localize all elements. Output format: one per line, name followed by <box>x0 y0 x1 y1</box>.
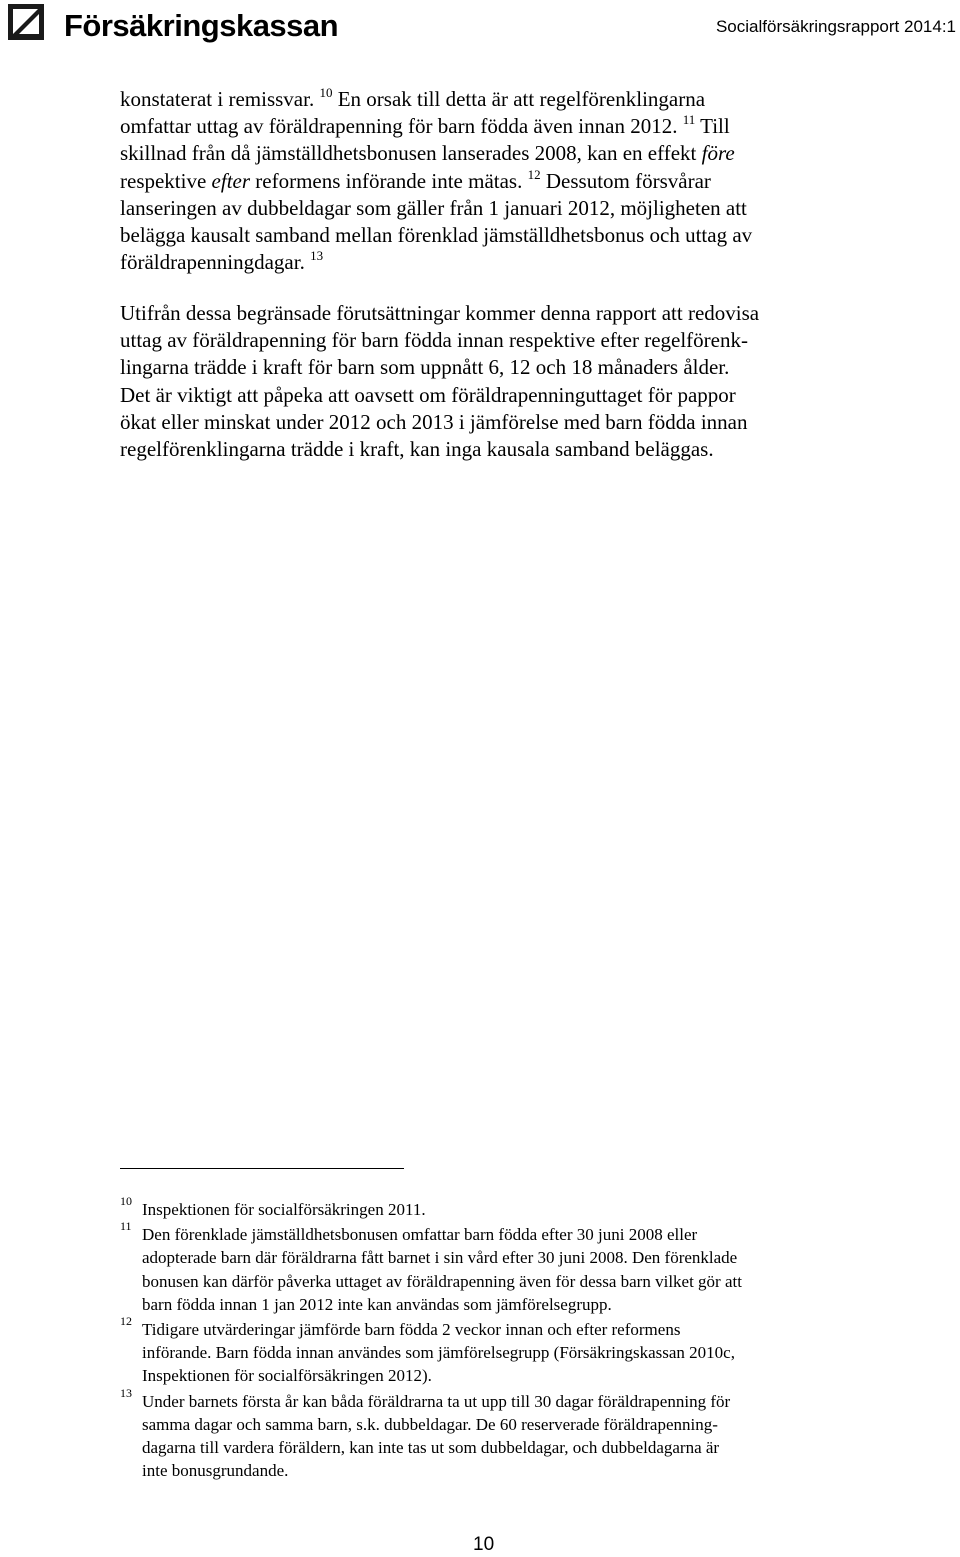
text-line: Det är viktigt att påpeka att oavsett om föräldrapenninguttaget för pappor <box>120 382 736 407</box>
text-line: belägga kausalt samband mellan förenklad jämställdhetsbonus och uttag av <box>120 223 753 248</box>
footnote-line: Den förenklade jämställdhetsbonusen omfattar barn födda efter 30 juni 2008 eller <box>142 1225 698 1245</box>
text-run: Till <box>695 114 730 139</box>
footnote-line: Under barnets första år kan båda föräldrarna ta ut upp till 30 dagar föräldrapenning för <box>142 1391 731 1411</box>
footnote-13 <box>120 1385 860 1483</box>
footnote-line: adopterade barn där föräldrarna fått barnet i sin vård efter 30 juni 2008. Den förenklade <box>142 1248 738 1268</box>
emphasis-fore: före <box>701 141 735 166</box>
footnote-line: samma dagar och samma barn, s.k. dubbeldagar. De 60 reserverade föräldrapenning- <box>142 1414 718 1434</box>
paragraph-intro <box>120 86 848 276</box>
text-line <box>120 86 848 113</box>
footnote-ref-13[interactable]: 13 <box>310 248 324 264</box>
footnote-ref-11[interactable]: 11 <box>682 112 696 128</box>
footnote-line: Inspektionen för socialförsäkringen 2011. <box>142 1200 426 1219</box>
text-run: reformens införande inte mätas. <box>250 168 523 193</box>
text-line: lingarna trädde i kraft för barn som uppnått 6, 12 och 18 månaders ålder. <box>120 355 730 380</box>
footnote-line: barn födda innan 1 jan 2012 inte kan användas som jämförelsegrupp. <box>142 1294 612 1314</box>
footnotes <box>120 1194 860 1484</box>
text-run: skillnad från då jämställdhetsbonusen lanserades 2008, kan en effekt <box>120 141 702 166</box>
footnote-line: dagarna till vardera föräldern, kan inte tas ut som dubbeldagar, och dubbeldagarna är <box>142 1438 720 1458</box>
text-run: respektive <box>120 168 212 193</box>
text-run: En orsak till detta är att regelförenklingarna <box>332 87 706 111</box>
text-run: omfattar uttag av föräldrapenning för barn födda även innan 2012. <box>120 114 678 139</box>
text-line <box>120 168 848 195</box>
text-line: lanseringen av dubbeldagar som gäller från 1 januari 2012, möjligheten att <box>120 195 747 220</box>
text-line <box>120 249 848 276</box>
footnote-number: 13 <box>120 1385 132 1400</box>
footnote-divider <box>120 1168 404 1169</box>
footnote-line: Tidigare utvärderingar jämförde barn födda 2 veckor innan och efter reformens <box>142 1320 681 1340</box>
report-identifier: Socialförsäkringsrapport 2014:1 <box>715 17 956 36</box>
footnote-12 <box>120 1314 860 1388</box>
footnote-line: Inspektionen för socialförsäkringen 2012). <box>142 1366 432 1386</box>
footnote-10 <box>120 1194 860 1221</box>
footnote-number: 10 <box>120 1194 132 1208</box>
text-run: Dessutom försvårar <box>540 168 711 193</box>
footnote-ref-10[interactable]: 10 <box>319 85 333 100</box>
brand-name: Försäkringskassan <box>64 8 339 43</box>
footnote-ref-12[interactable]: 12 <box>527 166 541 182</box>
text-line <box>120 140 848 167</box>
footnote-11 <box>120 1219 860 1316</box>
page-number: 10 <box>473 1534 495 1555</box>
text-line <box>120 113 848 140</box>
text-line: Utifrån dessa begränsade förutsättningar kommer denna rapport att redovisa <box>120 301 760 325</box>
emphasis-efter: efter <box>211 168 251 193</box>
text-line: uttag av föräldrapenning för barn födda innan respektive efter regelförenk- <box>120 328 748 353</box>
text-line: regelförenklingarna trädde i kraft, kan inga kausala samband beläggas. <box>120 437 714 462</box>
text-run: föräldrapenningdagar. <box>120 250 305 275</box>
page-header <box>0 0 960 50</box>
text-run: konstaterat i remissvar. <box>120 87 315 111</box>
footnote-line: inte bonusgrundande. <box>142 1461 289 1481</box>
forsakringskassan-logo-icon <box>8 4 44 40</box>
footnote-line: införande. Barn födda innan användes som jämförelsegrupp (Försäkringskassan 2010c, <box>142 1343 735 1363</box>
text-line: ökat eller minskat under 2012 och 2013 i jämförelse med barn födda innan <box>120 409 748 434</box>
footnote-number: 12 <box>120 1314 132 1329</box>
footnote-number: 11 <box>120 1219 132 1234</box>
footnote-line: bonusen kan därför påverka uttaget av föräldrapenning även för dessa barn vilket gör att <box>142 1271 742 1291</box>
paragraph-method <box>120 300 848 463</box>
